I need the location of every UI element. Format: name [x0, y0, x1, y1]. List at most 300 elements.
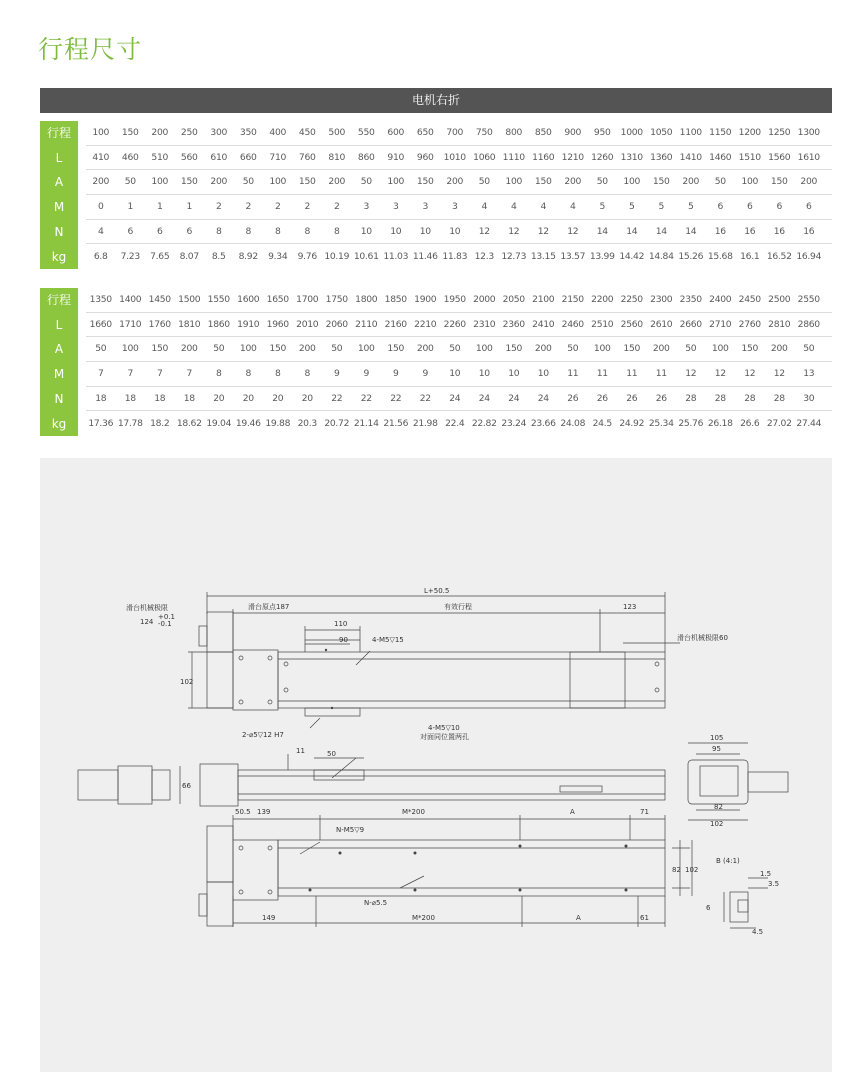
table-cell: 1610: [797, 151, 820, 163]
table-cell: 150: [652, 176, 670, 188]
table-cell: 100: [475, 343, 493, 355]
table-cell: 20: [213, 392, 225, 404]
table-cell: 14: [655, 225, 667, 237]
table-cell: 150: [623, 343, 641, 355]
table-cell: 14: [685, 225, 697, 237]
table-cell: 22.82: [471, 417, 497, 429]
table-cell: 50: [124, 176, 136, 188]
table-cell: 1250: [768, 127, 791, 138]
table-cell: 2610: [650, 318, 673, 330]
table-cell: 12.3: [474, 250, 494, 262]
table-cell: 26: [655, 392, 667, 404]
table-cell: 14: [596, 225, 608, 237]
table-cell: 2210: [414, 318, 437, 330]
table-cell: 1660: [89, 318, 112, 330]
table-cell: 7: [127, 368, 134, 380]
table-cell: 19.88: [265, 417, 291, 429]
table-cell: 12: [773, 368, 785, 380]
table-cell: 1050: [650, 127, 673, 138]
note-n-hole: N-⌀5.5: [364, 899, 388, 907]
label-slide-limit-left: 滑台机械极限: [126, 604, 168, 612]
table-cell: 560: [180, 151, 198, 163]
table-cell: 11: [596, 368, 608, 380]
table-cell: 26.18: [707, 417, 733, 429]
table-cell: 2: [304, 201, 311, 213]
table-cell: 2450: [738, 294, 761, 305]
table-cell: 20: [272, 392, 284, 404]
table-cell: 100: [741, 176, 759, 188]
table-cell: 150: [505, 343, 523, 355]
table-cell: 21.98: [412, 417, 438, 429]
dim-50: 50: [327, 750, 336, 758]
table-cell: 18.2: [150, 417, 170, 429]
table-cell: 200: [416, 343, 434, 355]
table-cell: 10: [360, 225, 372, 237]
table-cell: 22: [331, 392, 343, 404]
side-motor: [78, 770, 118, 800]
table-row-a: [86, 337, 832, 362]
dim-3-5: 3.5: [768, 880, 780, 888]
table-row-stroke: [86, 121, 832, 146]
table-cell: 150: [180, 176, 198, 188]
table-cell: 1860: [207, 318, 230, 330]
table-cell: 12: [714, 368, 726, 380]
table-cell: 2400: [709, 294, 732, 305]
table-row-l: [86, 313, 832, 338]
dim-overall: L+50.5: [424, 587, 450, 595]
dim-110: 110: [334, 620, 348, 628]
table-cell: 2060: [325, 318, 348, 330]
table-cell: 12: [537, 225, 549, 237]
table-cell: 200: [92, 176, 110, 188]
label-detail-b: B (4:1): [716, 857, 740, 865]
table-cell: 200: [564, 176, 582, 188]
table-cell: 410: [92, 151, 110, 163]
table-cell: 50: [360, 176, 372, 188]
table-cell: 12: [478, 225, 490, 237]
table-cell: 200: [534, 343, 552, 355]
row-label-m: M: [53, 367, 65, 382]
table-cell: 12: [567, 225, 579, 237]
table-cell: 1810: [178, 318, 201, 330]
table-cell: 1010: [443, 151, 466, 163]
table-cell: 100: [121, 343, 139, 355]
table-cell: 8: [274, 368, 281, 380]
table-cell: 1950: [443, 294, 466, 305]
table-cell: 2360: [502, 318, 525, 330]
table-cell: 16.1: [740, 250, 760, 262]
table-cell: 200: [446, 176, 464, 188]
table-cell: 9.76: [297, 250, 317, 262]
table-cell: 2660: [679, 318, 702, 330]
table-cell: 100: [92, 127, 110, 138]
row-label-kg: kg: [51, 249, 67, 264]
table-cell: 2710: [709, 318, 732, 330]
table-cell: 20: [242, 392, 254, 404]
table-cell: 2110: [355, 318, 378, 330]
table-row-a: [86, 170, 832, 195]
table-cell: 24: [449, 392, 461, 404]
table-cell: 27.02: [766, 417, 792, 429]
table-cell: 2100: [532, 294, 555, 305]
table-cell: 21.14: [353, 417, 379, 429]
top-carriage: [233, 650, 278, 710]
table-cell: 2: [215, 201, 222, 213]
table-cell: 6: [186, 225, 193, 237]
table-cell: 10: [449, 225, 461, 237]
table-cell: 8: [245, 368, 252, 380]
table-cell: 18.62: [176, 417, 202, 429]
table-cell: 1900: [414, 294, 437, 305]
dim-139: 139: [257, 808, 271, 816]
dimension-drawing: [40, 458, 832, 1072]
table-cell: 960: [416, 151, 434, 163]
dim-82-bottom: 82: [672, 866, 681, 874]
dim-102-top: 102: [180, 678, 194, 686]
table-cell: 1360: [650, 151, 673, 163]
bottom-carriage: [233, 840, 278, 900]
table-cell: 18: [95, 392, 107, 404]
table-cell: 1510: [738, 151, 761, 163]
table-cell: 50: [331, 343, 343, 355]
table-cell: 24.5: [592, 417, 612, 429]
table-cell: 28: [744, 392, 756, 404]
row-label-column: [40, 121, 78, 269]
table-cell: 150: [298, 176, 316, 188]
table-cell: 800: [505, 127, 523, 138]
dim-82-end: 82: [714, 803, 723, 811]
table-cell: 11: [655, 368, 667, 380]
table-cell: 2560: [620, 318, 643, 330]
table-cell: 13: [803, 368, 815, 380]
table-cell: 3: [422, 201, 429, 213]
table-cell: 200: [652, 343, 670, 355]
table-cell: 3: [451, 201, 458, 213]
table-row-m: [86, 362, 832, 387]
table-cell: 1460: [709, 151, 732, 163]
table-cell: 19.04: [206, 417, 232, 429]
table-cell: 6.8: [93, 250, 108, 262]
table-cell: 12: [508, 225, 520, 237]
table-cell: 300: [210, 127, 228, 138]
table-cell: 150: [770, 176, 788, 188]
table-cell: 5: [658, 201, 665, 213]
table-cell: 6: [156, 225, 163, 237]
table-cell: 1910: [237, 318, 260, 330]
bottom-rail-body: [278, 840, 665, 896]
table-cell: 14.84: [648, 250, 674, 262]
table-cell: 1960: [266, 318, 289, 330]
table-cell: 16: [803, 225, 815, 237]
table-cell: 650: [416, 127, 434, 138]
table-cell: 200: [770, 343, 788, 355]
table-cell: 11: [567, 368, 579, 380]
dim-61: 61: [640, 914, 649, 922]
table-cell: 460: [121, 151, 139, 163]
table-cell: 900: [564, 127, 582, 138]
label-m200-bottom: M*200: [412, 914, 435, 922]
table-cell: 100: [387, 176, 405, 188]
table-cell: 19.46: [235, 417, 261, 429]
table-cell: 8: [333, 225, 340, 237]
table-cell: 150: [534, 176, 552, 188]
table-cell: 400: [269, 127, 287, 138]
table-cell: 11.83: [442, 250, 468, 262]
row-label-column: [40, 288, 78, 436]
table-cell: 5: [687, 201, 694, 213]
note-4-m5-15: 4-M5▽15: [372, 636, 404, 644]
note-4-m5-10: 4-M5▽10: [428, 724, 460, 732]
label-origin: 滑台原点187: [248, 603, 290, 611]
table-cell: 27.44: [796, 417, 822, 429]
table-cell: 24.08: [560, 417, 586, 429]
table-cell: 950: [593, 127, 611, 138]
table-cell: 2: [274, 201, 281, 213]
table-cell: 50: [242, 176, 254, 188]
table-cell: 100: [269, 176, 287, 188]
table-cell: 2: [333, 201, 340, 213]
table-row-l: [86, 146, 832, 171]
table-cell: 26: [596, 392, 608, 404]
table-cell: 4: [510, 201, 517, 213]
table-cell: 8.07: [179, 250, 199, 262]
table-cell: 4: [569, 201, 576, 213]
table-cell: 860: [357, 151, 375, 163]
table-cell: 8: [304, 368, 311, 380]
table-cell: 10: [419, 225, 431, 237]
table-cell: 17.78: [117, 417, 143, 429]
table-cell: 150: [416, 176, 434, 188]
table-cell: 50: [95, 343, 107, 355]
table-cell: 1650: [266, 294, 289, 305]
table-cell: 26.6: [740, 417, 760, 429]
table-cell: 760: [298, 151, 316, 163]
table-cell: 810: [328, 151, 346, 163]
table-cell: 10.19: [324, 250, 350, 262]
note-n-m5-9: N-M5▽9: [336, 826, 365, 834]
table-cell: 50: [596, 176, 608, 188]
table-cell: 24: [537, 392, 549, 404]
table-cell: 8: [274, 225, 281, 237]
table-cell: 100: [711, 343, 729, 355]
table-cell: 200: [682, 176, 700, 188]
label-effective-stroke: 有效行程: [444, 603, 472, 611]
table-cell: 1150: [709, 127, 732, 138]
table-cell: 3: [392, 201, 399, 213]
table-cell: 50: [685, 343, 697, 355]
table-cell: 2410: [532, 318, 555, 330]
table-cell: 1350: [89, 294, 112, 305]
table-cell: 14.42: [619, 250, 645, 262]
table-cell: 200: [151, 127, 169, 138]
table-cell: 13.15: [530, 250, 556, 262]
table-cell: 50: [449, 343, 461, 355]
table-cell: 18: [154, 392, 166, 404]
table-cell: 7: [97, 368, 104, 380]
table-cell: 28: [685, 392, 697, 404]
table-cell: 1400: [119, 294, 142, 305]
table-cell: 660: [239, 151, 257, 163]
table-cell: 20: [301, 392, 313, 404]
table-cell: 28: [773, 392, 785, 404]
table-cell: 28: [714, 392, 726, 404]
bottom-motor-housing: [207, 826, 233, 882]
table-cell: 12: [744, 368, 756, 380]
row-label-m: M: [53, 200, 65, 215]
table-cell: 2500: [768, 294, 791, 305]
table-cell: 200: [180, 343, 198, 355]
table-cell: 4: [481, 201, 488, 213]
top-motor-mount: [207, 612, 233, 652]
page-title: 行程尺寸: [38, 35, 143, 64]
table-cell: 50: [803, 343, 815, 355]
table-cell: 16: [714, 225, 726, 237]
table-cell: 2050: [502, 294, 525, 305]
label-slide-limit-right: 滑台机械极限60: [677, 634, 728, 642]
row-label-stroke: 行程: [46, 126, 71, 140]
table-cell: 1210: [561, 151, 584, 163]
end-view-profile: [688, 760, 748, 804]
table-cell: 1800: [355, 294, 378, 305]
table-cell: 2860: [797, 318, 820, 330]
table-cell: 22: [419, 392, 431, 404]
table-cell: 1060: [473, 151, 496, 163]
table-cell: 1: [186, 201, 193, 213]
table-cell: 50: [567, 343, 579, 355]
table-cell: 8: [215, 368, 222, 380]
table-cell: 1100: [679, 127, 702, 138]
table-cell: 200: [800, 176, 818, 188]
table-cell: 1260: [591, 151, 614, 163]
table-cell: 200: [298, 343, 316, 355]
table-cell: 10.61: [353, 250, 379, 262]
table-row-n: [86, 387, 832, 412]
row-label-n: N: [54, 224, 64, 239]
table-cell: 4: [97, 225, 104, 237]
dim-124: 124: [140, 618, 154, 626]
table-cell: 9: [422, 368, 429, 380]
table-cell: 7: [186, 368, 193, 380]
table-cell: 12: [685, 368, 697, 380]
table-cell: 2260: [443, 318, 466, 330]
table-cell: 16: [744, 225, 756, 237]
table-cell: 6: [746, 201, 753, 213]
dim-66: 66: [182, 782, 191, 790]
table-cell: 15.26: [678, 250, 704, 262]
row-label-l: L: [55, 150, 63, 165]
table-cell: 14: [626, 225, 638, 237]
table-cell: 1300: [797, 127, 820, 138]
table-cell: 16.52: [766, 250, 792, 262]
table-cell: 24: [478, 392, 490, 404]
table-cell: 2310: [473, 318, 496, 330]
table-cell: 750: [475, 127, 493, 138]
table-cell: 18: [124, 392, 136, 404]
table-cell: 2010: [296, 318, 319, 330]
table-cell: 16.94: [796, 250, 822, 262]
table-cell: 25.34: [648, 417, 674, 429]
table-cell: 50: [714, 176, 726, 188]
table-cell: 23.24: [501, 417, 527, 429]
table-cell: 1760: [148, 318, 171, 330]
table-cell: 13.57: [560, 250, 586, 262]
table-cell: 26: [567, 392, 579, 404]
table-cell: 9.34: [268, 250, 288, 262]
table-row-kg: [86, 412, 832, 437]
table-cell: 1750: [325, 294, 348, 305]
label-a-bottom: A: [576, 914, 581, 922]
table-cell: 13.99: [589, 250, 615, 262]
row-label-a: A: [54, 342, 64, 357]
note-opposite-holes: 对面同位置两孔: [420, 733, 469, 741]
table-cell: 11.46: [412, 250, 438, 262]
table-cell: 2200: [591, 294, 614, 305]
table-cell: 350: [239, 127, 257, 138]
table-cell: 20.3: [297, 417, 317, 429]
table-cell: 2550: [797, 294, 820, 305]
table-cell: 150: [741, 343, 759, 355]
table-cell: 22.4: [445, 417, 465, 429]
row-label-kg: kg: [51, 416, 67, 431]
table-cell: 1700: [296, 294, 319, 305]
technical-drawing-panel: [40, 458, 832, 1072]
table-cell: 1850: [384, 294, 407, 305]
table-cell: 5: [599, 201, 606, 213]
table-cell: 2000: [473, 294, 496, 305]
table-cell: 12.73: [501, 250, 527, 262]
table-cell: 24.92: [619, 417, 645, 429]
table-cell: 100: [239, 343, 257, 355]
table-cell: 2350: [679, 294, 702, 305]
table-cell: 2250: [620, 294, 643, 305]
table-cell: 8: [304, 225, 311, 237]
table-cell: 200: [210, 176, 228, 188]
table-cell: 18: [183, 392, 195, 404]
table-cell: 2160: [384, 318, 407, 330]
table-cell: 610: [210, 151, 228, 163]
table-cell: 100: [151, 176, 169, 188]
table-cell: 3: [363, 201, 370, 213]
table-cell: 10: [508, 368, 520, 380]
table-cell: 7: [156, 368, 163, 380]
table-cell: 1110: [502, 151, 525, 163]
label-m200-top: M*200: [402, 808, 425, 816]
top-rail-body: [278, 652, 665, 708]
table-cell: 1: [127, 201, 134, 213]
row-label-l: L: [55, 317, 63, 332]
dim-50-5: 50.5: [235, 808, 251, 816]
label-a-top: A: [570, 808, 575, 816]
table-cell: 8.5: [211, 250, 226, 262]
detail-b-section: [730, 892, 748, 922]
dim-102-bottom: 102: [685, 866, 699, 874]
dim-1-5: 1.5: [760, 870, 772, 878]
side-carriage: [200, 764, 238, 806]
table-cell: 8: [215, 225, 222, 237]
table-cell: 4: [540, 201, 547, 213]
table-cell: 1410: [679, 151, 702, 163]
table-cell: 9: [333, 368, 340, 380]
table-cell: 100: [623, 176, 641, 188]
table-cell: 22: [360, 392, 372, 404]
table-cell: 10: [449, 368, 461, 380]
table-cell: 1160: [532, 151, 555, 163]
table-cell: 6: [805, 201, 812, 213]
table-cell: 150: [151, 343, 169, 355]
table-cell: 6: [127, 225, 134, 237]
tol-plus: +0.1: [158, 613, 175, 621]
table-cell: 24: [508, 392, 520, 404]
